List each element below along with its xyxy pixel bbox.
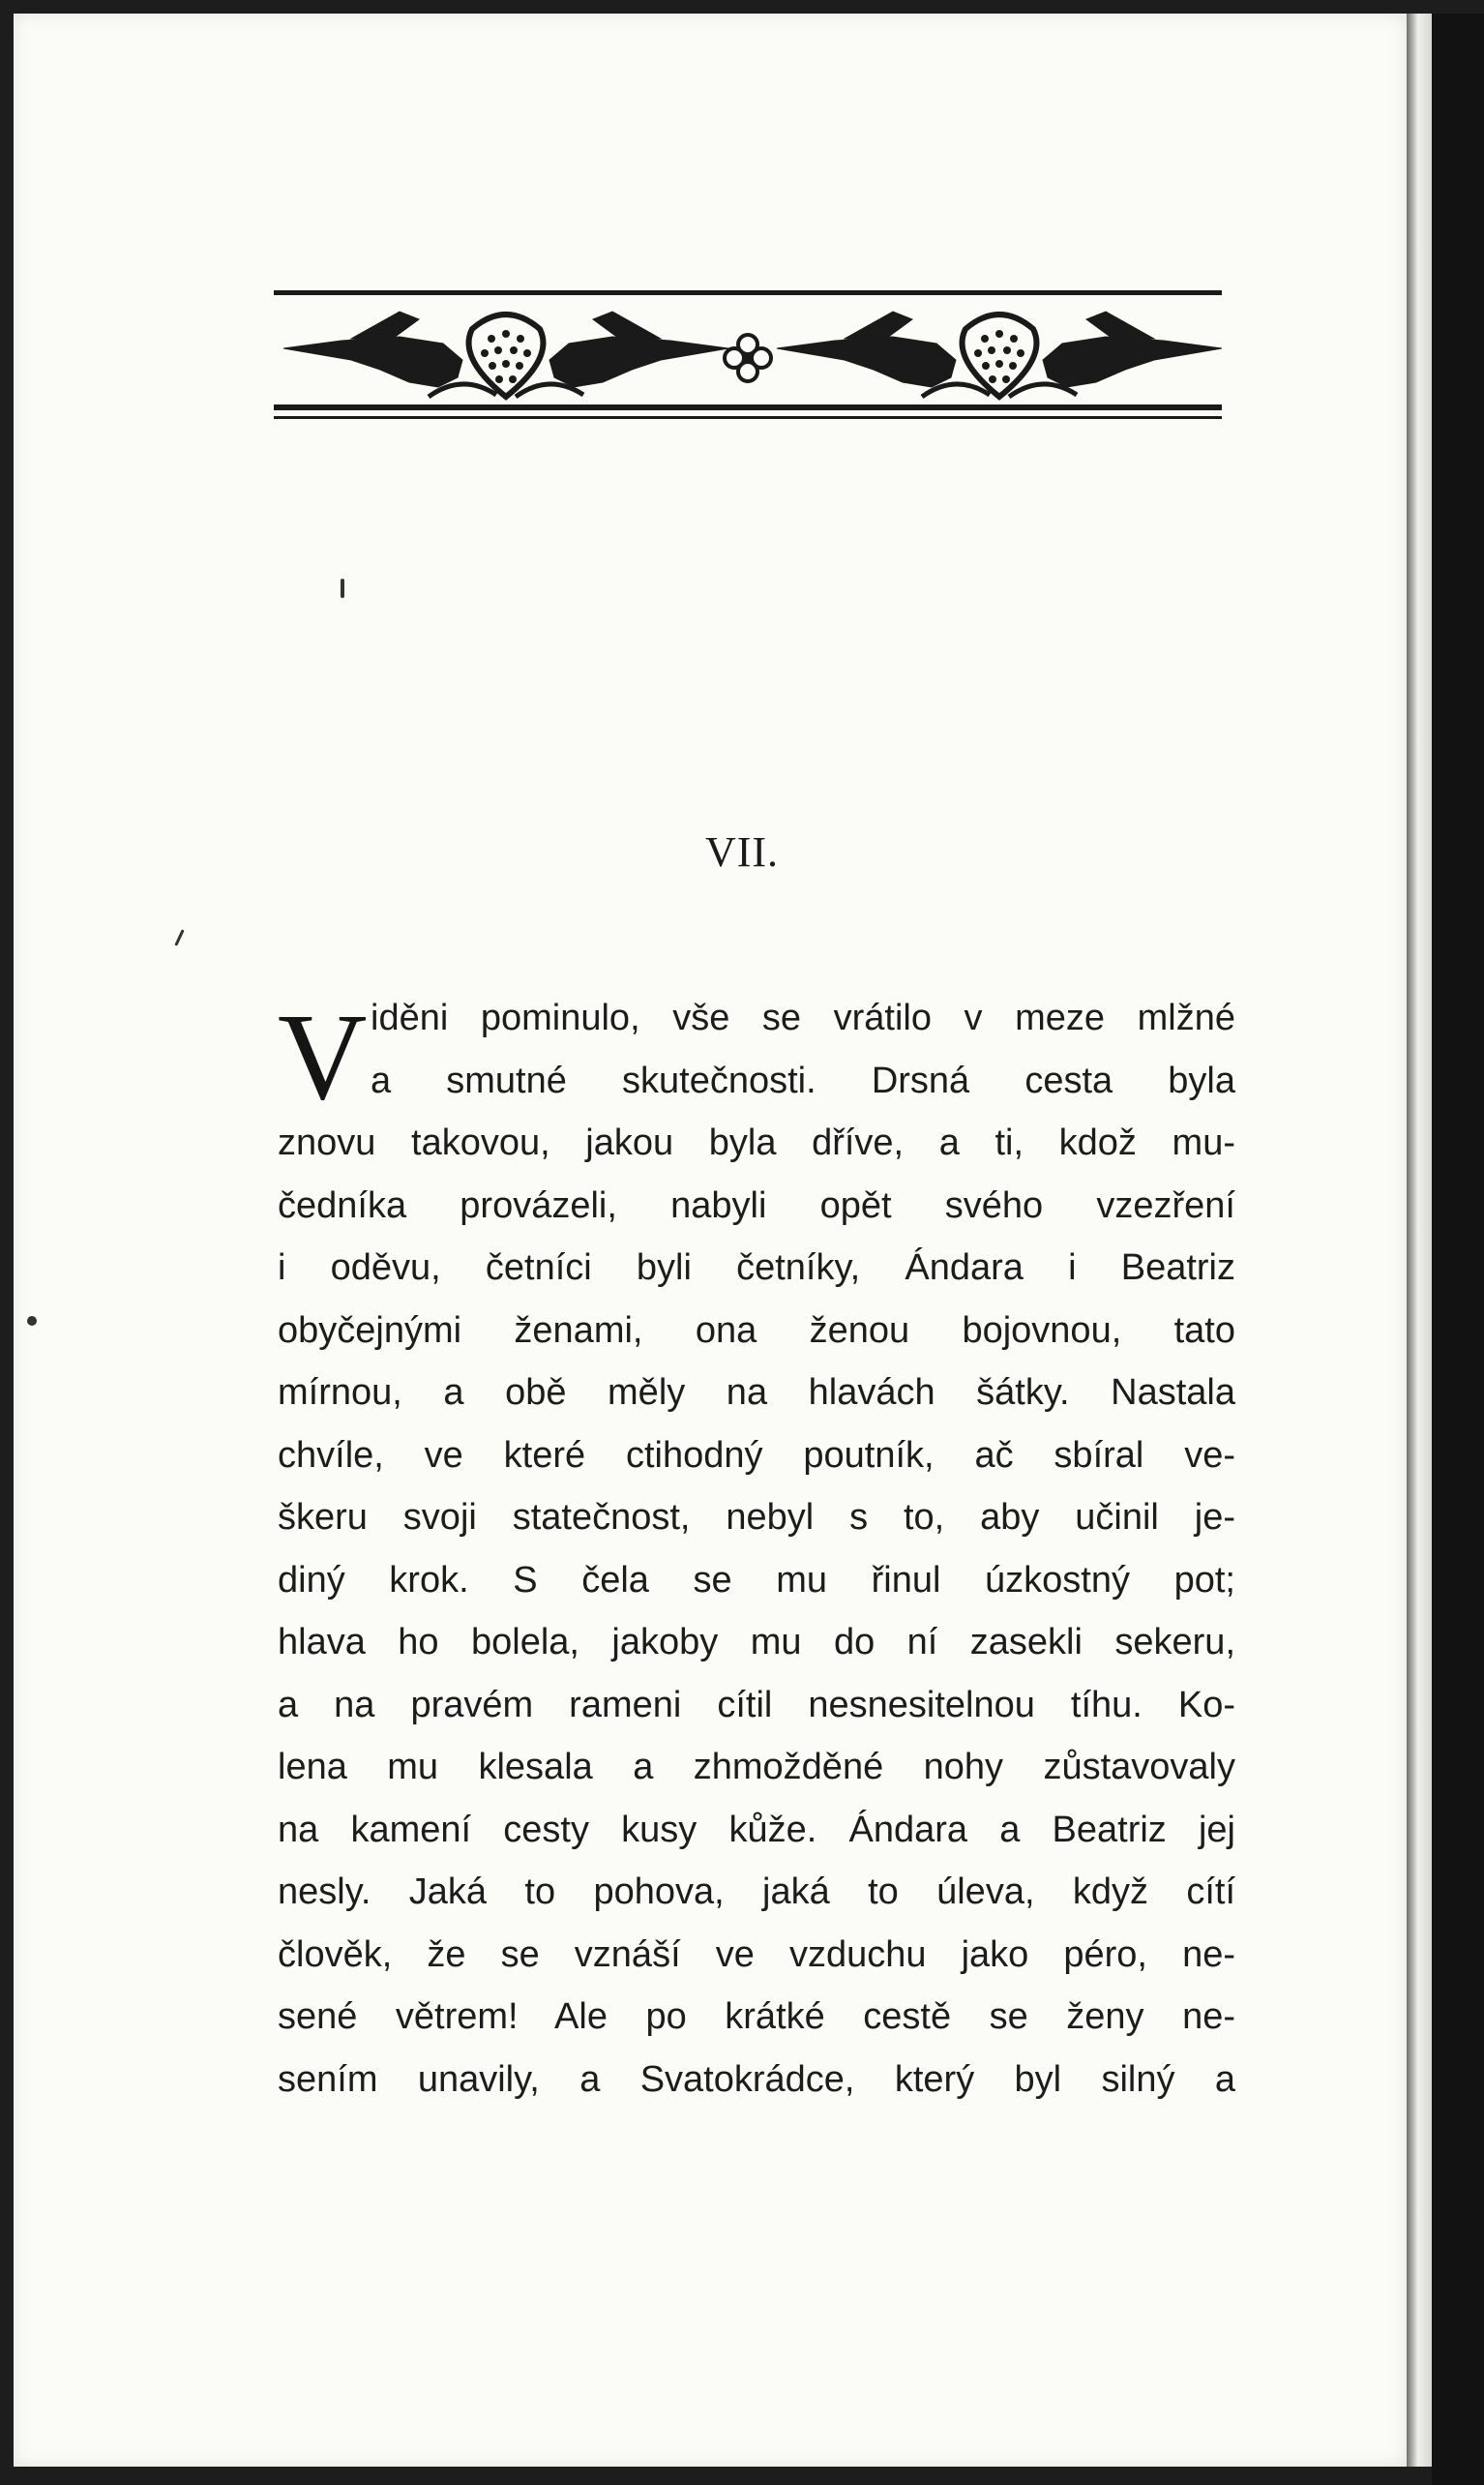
- scan-speck: [341, 579, 344, 598]
- text-line: iděni pominulo, vše se vrátilo v meze mlžné: [371, 998, 1235, 1038]
- chapter-number: VII.: [704, 828, 780, 876]
- drop-cap: V: [278, 988, 368, 1125]
- text-line: znovu takovou, jakou byla dříve, a ti, kdož mu-: [278, 1123, 1235, 1163]
- bird-heart-border-ornament: [274, 290, 1222, 435]
- binding-shadow: [1432, 14, 1484, 2485]
- text-line: nesly. Jaká to pohova, jaká to úleva, když cítí: [278, 1871, 1235, 1912]
- text-line: lena mu klesala a zhmožděné nohy zůstavovaly: [278, 1747, 1235, 1787]
- text-line: hlava ho bolela, jakoby mu do ní zasekli sekeru,: [278, 1622, 1235, 1662]
- text-line: na kamení cesty kusy kůže. Ándara a Beatriz jej: [278, 1809, 1235, 1850]
- text-line: obyčejnými ženami, ona ženou bojovnou, tato: [278, 1309, 1235, 1351]
- text-line: člověk, že se vznáší ve vzduchu jako péro, ne-: [278, 1933, 1235, 1975]
- text-line: čedníka provázeli, nabyli opět svého vzezření: [278, 1184, 1235, 1226]
- text-line: diný krok. S čela se mu řinul úzkostný pot;: [278, 1559, 1235, 1601]
- body-paragraph: [278, 987, 1235, 2111]
- text-line: sené větrem! Ale po krátké cestě se ženy ne-: [278, 1996, 1235, 2037]
- page-edge: [1407, 14, 1432, 2467]
- text-line: chvíle, ve které ctihodný poutník, ač sbíral ve-: [278, 1434, 1235, 1476]
- text-line: mírnou, a obě měly na hlavách šátky. Nastala: [278, 1372, 1235, 1413]
- scan-speck: [27, 1316, 37, 1326]
- text-line: sením unavily, a Svatokrádce, který byl silný a: [278, 2058, 1235, 2100]
- text-line: i oděvu, četníci byli četníky, Ándara i Beatriz: [278, 1247, 1235, 1288]
- text-line: a na pravém rameni cítil nesnesitelnou tíhu. Ko-: [278, 1684, 1235, 1725]
- text-line: a smutné skutečnosti. Drsná cesta byla: [371, 1060, 1235, 1101]
- text-line: škeru svoji statečnost, nebyl s to, aby učinil je-: [278, 1497, 1235, 1538]
